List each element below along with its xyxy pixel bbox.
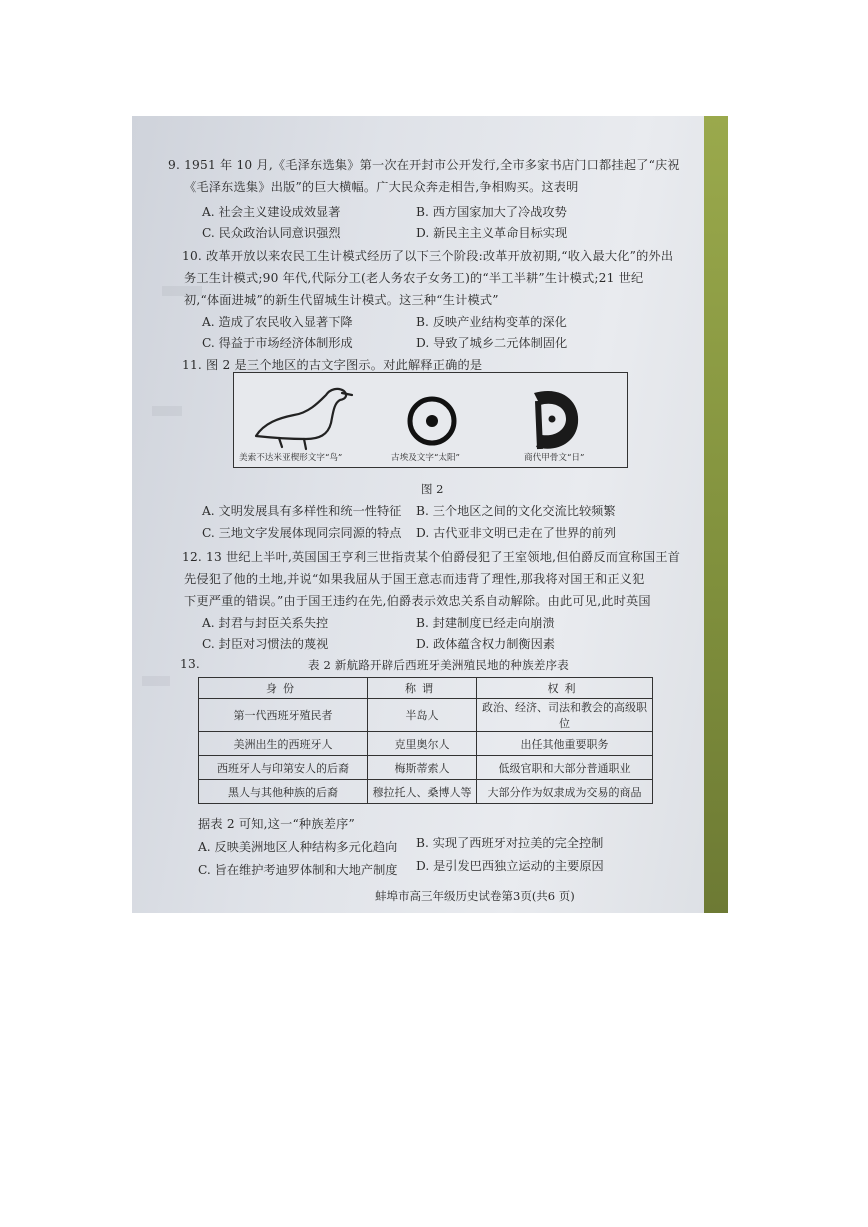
ri-glyph-icon — [534, 391, 578, 449]
caption-bird: 美索不达米亚楔形文字“鸟” — [239, 453, 343, 463]
q11-option-a: A. 文明发展具有多样性和统一性特征 — [202, 504, 402, 518]
sun-glyph-icon — [410, 399, 454, 443]
q10-stem-line2: 务工生计模式;90 年代,代际分工(老人务农子女务工)的“半工半耕”生计模式;21 世纪 — [184, 271, 644, 285]
q12-stem-line2: 先侵犯了他的土地,并说“如果我屈从于国王意志而违背了理性,那我将对国王和正义犯 — [184, 572, 645, 586]
q10-stem-line1: 10. 改革开放以来农民工生计模式经历了以下三个阶段:改革开放初期,“收入最大化”的外出 — [182, 249, 674, 263]
header-title: 称谓 — [368, 678, 477, 699]
q11-stem: 11. 图 2 是三个地区的古文字图示。对此解释正确的是 — [182, 358, 483, 372]
cell-rights: 低级官职和大部分普通职业 — [477, 756, 653, 780]
q9-option-c: C. 民众政治认同意识强烈 — [202, 226, 341, 240]
q9-stem-line2: 《毛泽东选集》出版”的巨大横幅。广大民众奔走相告,争相购买。这表明 — [184, 180, 579, 194]
desk-edge — [704, 116, 728, 913]
cell-title: 穆拉托人、桑博人等 — [368, 780, 477, 804]
q12-option-b: B. 封建制度已经走向崩溃 — [416, 616, 555, 630]
q10-option-a: A. 造成了农民收入显著下降 — [202, 315, 353, 329]
table-row — [199, 732, 653, 756]
table-row — [199, 756, 653, 780]
table-2-title: 表 2 新航路开辟后西班牙美洲殖民地的种族差序表 — [308, 658, 569, 672]
caption-ri: 商代甲骨文“日” — [524, 453, 585, 463]
q12-stem-line3: 下更严重的错误。”由于国王违约在先,伯爵表示效忠关系自动解除。由此可见,此时英国 — [184, 594, 651, 608]
q9-option-d: D. 新民主主义革命目标实现 — [416, 226, 568, 240]
q9-option-a: A. 社会主义建设成效显著 — [202, 205, 341, 219]
q13-stem: 据表 2 可知,这一“种族差序” — [198, 817, 355, 831]
cell-title: 梅斯蒂索人 — [368, 756, 477, 780]
caption-sun: 古埃及文字“太阳” — [391, 453, 460, 463]
header-rights: 权利 — [477, 678, 653, 699]
header-identity: 身份 — [199, 678, 368, 699]
q12-option-a: A. 封君与封臣关系失控 — [202, 616, 329, 630]
cell-rights: 政治、经济、司法和教会的高级职位 — [477, 699, 653, 732]
q10-option-d: D. 导致了城乡二元体制固化 — [416, 336, 568, 350]
q12-option-d: D. 政体蕴含权力制衡因素 — [416, 637, 555, 651]
table-row — [199, 780, 653, 804]
q9-option-b: B. 西方国家加大了冷战攻势 — [416, 205, 567, 219]
cell-title: 半岛人 — [368, 699, 477, 732]
cell-rights: 大部分作为奴隶成为交易的商品 — [477, 780, 653, 804]
table-header-row — [199, 678, 653, 699]
q10-stem-line3: 初,“体面进城”的新生代留城生计模式。这三种“生计模式” — [184, 293, 499, 307]
q12-stem-line1: 12. 13 世纪上半叶,英国国王亨利三世指责某个伯爵侵犯了王室领地,但伯爵反而宣称国王首 — [182, 550, 681, 564]
q11-option-d: D. 古代亚非文明已走在了世界的前列 — [416, 526, 616, 540]
bird-glyph-icon — [256, 389, 352, 449]
figure-2-box — [233, 372, 628, 468]
q10-option-c: C. 得益于市场经济体制形成 — [202, 336, 353, 350]
cell-identity: 西班牙人与印第安人的后裔 — [199, 756, 368, 780]
exam-photo — [132, 116, 728, 913]
q11-option-c: C. 三地文字发展体现同宗同源的特点 — [202, 526, 402, 540]
q10-option-b: B. 反映产业结构变革的深化 — [416, 315, 567, 329]
q9-stem-line1: 9. 1951 年 10 月,《毛泽东选集》第一次在开封市公开发行,全市多家书店门口都挂起了“庆祝 — [168, 158, 680, 172]
q11-option-b: B. 三个地区之间的文化交流比较频繁 — [416, 504, 616, 518]
q13-number: 13. — [180, 657, 200, 671]
cell-rights: 出任其他重要职务 — [477, 732, 653, 756]
q13-option-a: A. 反映美洲地区人种结构多元化趋向 — [198, 840, 398, 854]
table-2 — [198, 677, 653, 804]
cell-title: 克里奥尔人 — [368, 732, 477, 756]
q13-option-b: B. 实现了西班牙对拉美的完全控制 — [416, 836, 604, 850]
cell-identity: 第一代西班牙殖民者 — [199, 699, 368, 732]
cell-identity: 黑人与其他种族的后裔 — [199, 780, 368, 804]
q13-option-c: C. 旨在维护考迪罗体制和大地产制度 — [198, 863, 398, 877]
cell-identity: 美洲出生的西班牙人 — [199, 732, 368, 756]
table-row — [199, 699, 653, 732]
q12-option-c: C. 封臣对习惯法的蔑视 — [202, 637, 329, 651]
q13-option-d: D. 是引发巴西独立运动的主要原因 — [416, 859, 604, 873]
page-footer: 蚌埠市高三年级历史试卷第3页(共6 页) — [375, 889, 575, 903]
figure-2-label: 图 2 — [421, 482, 444, 496]
